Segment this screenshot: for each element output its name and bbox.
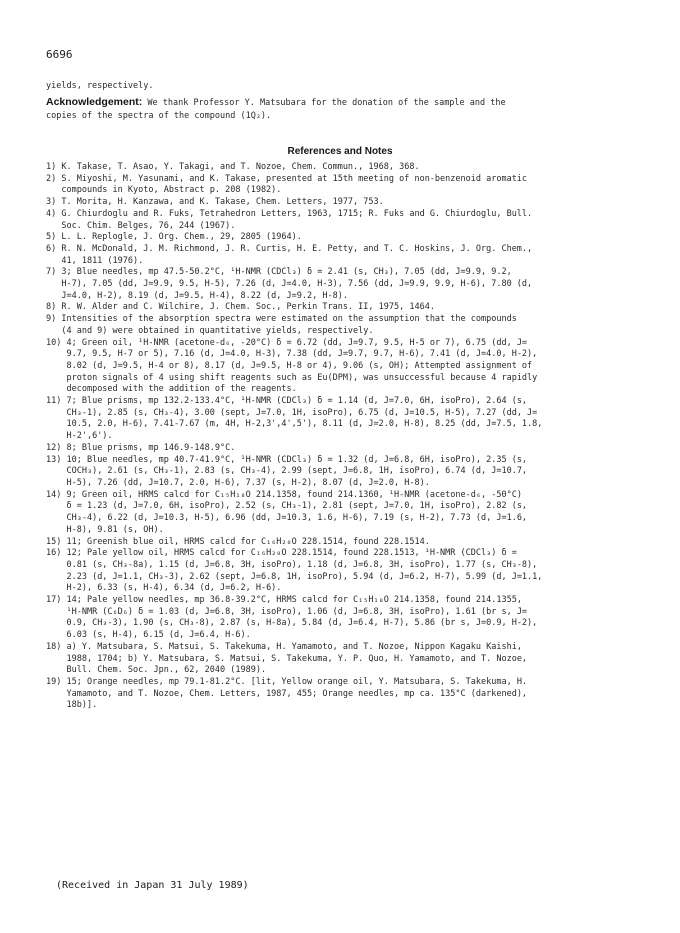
reference-line: 11; Greenish blue oil, HRMS calcd for C₁₆H₂₀O 228.1514, found 228.1514. (66, 536, 430, 547)
reference-line: 0.81 (s, CH₃-8a), 1.15 (d, J=6.8, 3H, isoPro), 1.18 (d, J=6.8, 3H, isoPro), 1.77 (s, CH₃-8), (66, 559, 538, 570)
reference-number: 17) (46, 595, 67, 606)
reference-text (61, 232, 656, 244)
reference-text (61, 302, 656, 314)
reference-line: COCH₃), 2.61 (s, CH₃-1), 2.83 (s, CH₃-4), 2.99 (sept, J=6.8, 1H, isoPro), 6.74 (d, J=10.7, (66, 466, 528, 477)
reference-text (66, 642, 656, 677)
reference-number: 14) (46, 489, 67, 500)
reference-text (66, 396, 656, 443)
reference-number: 16) (46, 548, 67, 559)
reference-line: 8.02 (d, J=9.5, H-4 or 8), 8.17 (d, J=9.5, H-8 or 4), 9.06 (s, OH); Attempted assignment of (66, 360, 533, 371)
received-date: (Received in Japan 31 July 1989) (56, 880, 249, 891)
reference-item (46, 455, 656, 490)
reference-item (46, 677, 656, 712)
reference-line: 41, 1811 (1976). (61, 255, 144, 266)
reference-line: H-8), 9.81 (s, OH). (66, 524, 164, 535)
reference-line: proton signals of 4 using shift reagents such as Eu(DPM), was unsuccessful because 4 rapidly (66, 372, 538, 383)
reference-number: 2) (46, 173, 62, 184)
reference-item (46, 197, 656, 209)
reference-line: δ = 1.23 (d, J=7.0, 6H, isoPro), 2.52 (s, CH₃-1), 2.81 (sept, J=7.0, 1H, isoPro), 2.82 (s, (66, 501, 528, 512)
reference-text (61, 174, 656, 197)
reference-line: J=4.0, H-2), 8.19 (d, J=9.5, H-4), 8.22 (d, J=9.2, H-8). (61, 290, 348, 301)
reference-line: Yamamoto, and T. Nozoe, Chem. Letters, 1987, 455; Orange needles, mp ca. 135°C (darkened), (66, 688, 528, 699)
reference-line: 12; Pale yellow oil, HRMS calcd for C₁₆H₂₀O 228.1514, found 228.1513, ¹H-NMR (CDCl₃) δ = (66, 548, 517, 559)
reference-line: 3; Blue needles, mp 47.5-50.2°C, ¹H-NMR (CDCl₃) δ = 2.41 (s, CH₃), 7.05 (dd, J=9.9, 9.2, (61, 267, 512, 278)
reference-number: 19) (46, 676, 67, 687)
reference-line: 9; Green oil, HRMS calcd for C₁₅H₁₈O 214.1358, found 214.1360, ¹H-NMR (acetone-d₆, -50°C) (66, 489, 522, 500)
reference-text (61, 162, 656, 174)
reference-line: 4; Green oil, ¹H-NMR (acetone-d₆, -20°C) δ = 6.72 (dd, J=9.7, 9.5, H-5 or 7), 6.75 (dd, J= (66, 337, 528, 348)
reference-number: 12) (46, 442, 67, 453)
reference-item (46, 396, 656, 443)
reference-line: 9.7, 9.5, H-7 or 5), 7.16 (d, J=4.0, H-3), 7.38 (dd, J=9.7, 9.7, H-6), 7.41 (d, J=4.0, H-2), (66, 349, 538, 360)
reference-line: Soc. Chim. Belges, 76, 244 (1967). (61, 220, 236, 231)
reference-number: 10) (46, 337, 67, 348)
reference-item (46, 244, 656, 267)
reference-text (61, 197, 656, 209)
reference-number: 13) (46, 454, 67, 465)
reference-text (66, 338, 656, 397)
reference-number: 9) (46, 314, 62, 325)
reference-text (66, 595, 656, 642)
reference-item (46, 267, 656, 302)
reference-item (46, 314, 656, 337)
acknowledgement-text-line-2: copies of the spectra of the compound (1Q₂). (46, 111, 272, 122)
reference-number: 5) (46, 232, 62, 243)
reference-item (46, 162, 656, 174)
reference-number: 1) (46, 162, 62, 172)
reference-item (46, 595, 656, 642)
reference-text (66, 455, 656, 490)
reference-text (66, 677, 656, 712)
reference-line: 15; Orange needles, mp 79.1-81.2°C. [lit, Yellow orange oil, Y. Matsubara, S. Takekuma, H. (66, 676, 528, 687)
reference-line: decomposed with the addition of the reagents. (66, 384, 297, 395)
reference-line: Bull. Chem. Soc. Jpn., 62, 2040 (1989). (66, 665, 267, 676)
reference-line: K. Takase, T. Asao, Y. Takagi, and T. Nozoe, Chem. Commun., 1968, 368. (61, 162, 420, 172)
reference-number: 7) (46, 267, 62, 278)
reference-line: ¹H-NMR (C₆D₆) δ = 1.03 (d, J=6.8, 3H, isoPro), 1.06 (d, J=6.8, 3H, isoPro), 1.61 (br s, J= (66, 606, 528, 617)
reference-text (61, 244, 656, 267)
reference-line: Intensities of the absorption spectra were estimated on the assumption that the compounds (61, 314, 517, 325)
reference-line: 1988, 1704; b) Y. Matsubara, S. Matsui, S. Takekuma, Y. P. Quo, H. Yamamoto, and T. Nozoe, (66, 653, 528, 664)
reference-line: (4 and 9) were obtained in quantitative yields, respectively. (61, 325, 374, 336)
reference-text (66, 548, 656, 595)
reference-line: 0.9, CH₃-3), 1.90 (s, CH₃-8), 2.87 (s, H-8a), 5.84 (d, J=6.4, H-7), 5.86 (br s, J=0.9, H-2), (66, 618, 538, 629)
reference-number: 4) (46, 208, 62, 219)
reference-line: T. Morita, H. Kanzawa, and K. Takase, Chem. Letters, 1977, 753. (61, 197, 384, 208)
reference-line: 2.23 (d, J=1.1, CH₃-3), 2.62 (sept, J=6.8, 1H, isoPro), 5.94 (d, J=6.2, H-7), 5.99 (d, J=1.1, (66, 571, 543, 582)
reference-item (46, 174, 656, 197)
reference-line: R. N. McDonald, J. M. Richmond, J. R. Curtis, H. E. Petty, and T. C. Hoskins, J. Org. Chem., (61, 243, 533, 254)
reference-line: compounds in Kyoto, Abstract p. 208 (1982). (61, 185, 282, 196)
reference-text (61, 267, 656, 302)
reference-number: 18) (46, 641, 67, 652)
reference-line: 7; Blue prisms, mp 132.2-133.4°C, ¹H-NMR (CDCl₃) δ = 1.14 (d, J=7.0, 6H, isoPro), 2.64 (s, (66, 396, 528, 407)
acknowledgement-heading: Acknowledgement: (46, 96, 143, 108)
reference-text (66, 537, 656, 549)
reference-line: 10.5, 2.0, H-6), 7.41-7.67 (m, 4H, H-2,3',4',5'), 8.11 (d, J=2.0, H-8), 8.25 (dd, J=7.5, 1.8, (66, 419, 543, 430)
reference-line: 14; Pale yellow needles, mp 36.8-39.2°C, HRMS calcd for C₁₅H₁₈O 214.1358, found 214.1355, (66, 595, 522, 606)
reference-line: H-7), 7.05 (dd, J=9.9, 9.5, H-5), 7.26 (d, J=4.0, H-3), 7.56 (dd, J=9.9, 9.9, H-6), 7.80 (d, (61, 279, 533, 290)
reference-text (61, 314, 656, 337)
acknowledgement (46, 96, 646, 124)
reference-line: 8; Blue prisms, mp 146.9-148.9°C. (66, 442, 236, 453)
reference-item (46, 642, 656, 677)
reference-item (46, 302, 656, 314)
reference-line: a) Y. Matsubara, S. Matsui, S. Takekuma, H. Yamamoto, and T. Nozoe, Nippon Kagaku Kaishi, (66, 641, 522, 652)
reference-number: 8) (46, 302, 62, 313)
reference-number: 15) (46, 536, 67, 547)
reference-line: H-5), 7.26 (dd, J=10.7, 2.0, H-6), 7.37 (s, H-2), 8.07 (d, J=2.0, H-8). (66, 477, 430, 488)
reference-item (46, 548, 656, 595)
reference-line: CH₃-1), 2.85 (s, CH₃-4), 3.00 (sept, J=7.0, 1H, isoPro), 6.75 (d, J=10.5, H-5), 7.27 (dd, J= (66, 407, 538, 418)
reference-number: 6) (46, 243, 62, 254)
reference-line: S. Miyoshi, M. Yasunami, and K. Takase, presented at 15th meeting of non-benzenoid aromatic (61, 173, 528, 184)
reference-text (66, 443, 656, 455)
reference-item (46, 490, 656, 537)
closing-sentence: yields, respectively. (46, 81, 154, 91)
page-number: 6696 (46, 48, 73, 61)
reference-item (46, 338, 656, 397)
acknowledgement-text: We thank Professor Y. Matsubara for the donation of the sample and the (142, 98, 506, 108)
reference-line: H-2',6'). (66, 431, 113, 442)
reference-number: 3) (46, 197, 62, 208)
reference-line: CH₃-4), 6.22 (d, J=10.3, H-5), 6.96 (dd, J=10.3, 1.6, H-6), 7.19 (s, H-2), 7.73 (d, J=1.6, (66, 513, 528, 524)
reference-line: L. L. Replogle, J. Org. Chem., 29, 2805 (1964). (61, 232, 302, 243)
references-heading: References and Notes (287, 146, 393, 157)
reference-text (61, 209, 656, 232)
reference-item (46, 232, 656, 244)
reference-item (46, 537, 656, 549)
reference-number: 11) (46, 396, 67, 407)
reference-line: 6.03 (s, H-4), 6.15 (d, J=6.4, H-6). (66, 630, 251, 641)
reference-item (46, 209, 656, 232)
reference-line: 10; Blue needles, mp 40.7-41.9°C, ¹H-NMR (CDCl₃) δ = 1.32 (d, J=6.8, 6H, isoPro), 2.35 (s, (66, 454, 528, 465)
reference-line: R. W. Alder and C. Wilchire, J. Chem. Soc., Perkin Trans. II, 1975, 1464. (61, 302, 435, 313)
reference-text (66, 490, 656, 537)
reference-line: 18b)]. (66, 700, 98, 711)
reference-item (46, 443, 656, 455)
reference-line: H-2), 6.33 (s, H-4), 6.34 (d, J=6.2, H-6). (66, 583, 282, 594)
reference-line: G. Chiurdoglu and R. Fuks, Tetrahedron Letters, 1963, 1715; R. Fuks and G. Chiurdoglu, Bull. (61, 208, 533, 219)
references-list (46, 162, 656, 712)
